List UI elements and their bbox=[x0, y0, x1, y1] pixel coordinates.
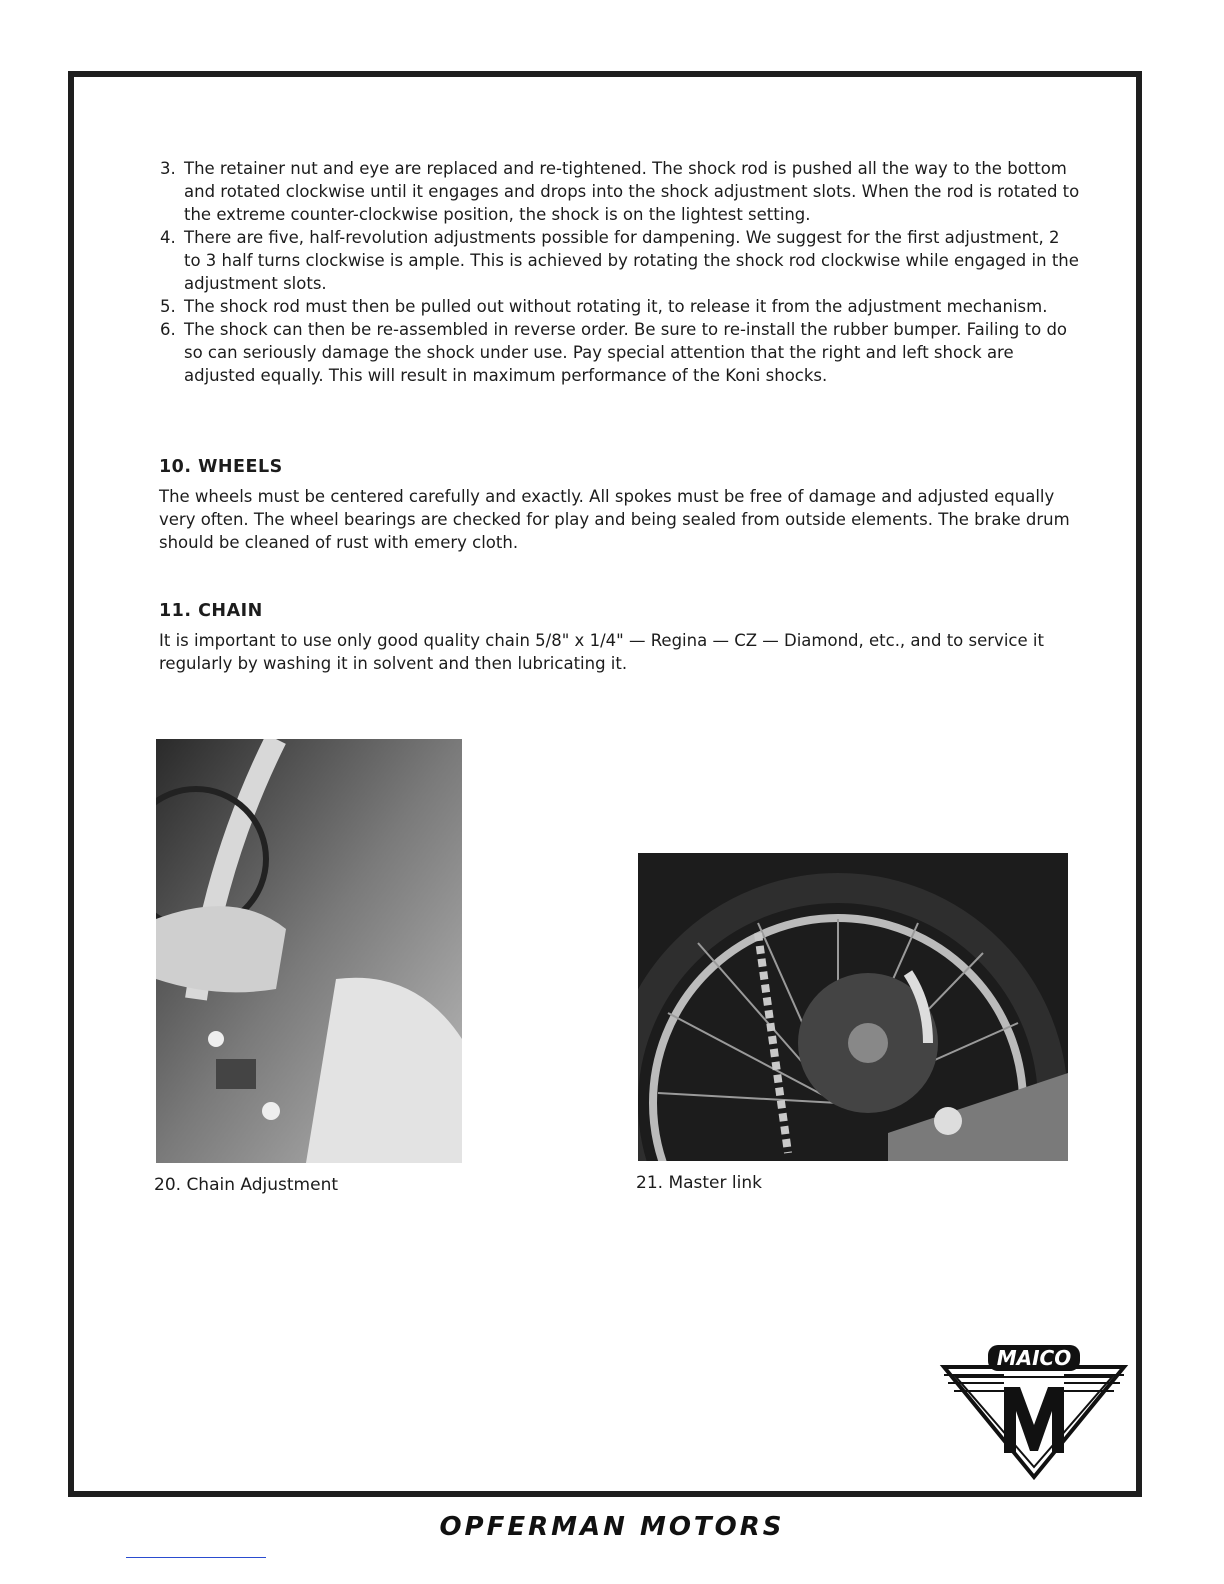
step-item: 4. There are five, half-revolution adjustments possible for dampening. We suggest for the first adjustment, 2 to 3 half turns clockwise is ample. This is achieved by rotating the shock rod clockwise while engaged in the adjustment slots. bbox=[160, 228, 1079, 293]
wheels-body: The wheels must be centered carefully and exactly. All spokes must be free of damage and adjusted equally very often. The wheel bearings are checked for play and being sealed from outside elements. The brake drum should be cleaned of rust with emery cloth. bbox=[159, 487, 1070, 552]
maico-logo bbox=[934, 1327, 1134, 1482]
wheels-heading: 10. WHEELS bbox=[159, 457, 283, 477]
chain-heading: 11. CHAIN bbox=[159, 601, 263, 621]
chain-adjustment-photo bbox=[156, 739, 462, 1163]
footer-brand: OPFERMAN MOTORS bbox=[439, 1512, 785, 1542]
page-frame bbox=[68, 71, 1142, 1497]
adjustment-steps bbox=[160, 157, 1080, 387]
master-link-photo bbox=[638, 853, 1068, 1161]
chain-body: It is important to use only good quality chain 5/8" x 1/4" — Regina — CZ — Diamond, etc., and to service it regularly by washing it in solvent and then lubricating it. bbox=[159, 631, 1044, 673]
step-item: 3. The retainer nut and eye are replaced and re-tightened. The shock rod is pushed all the way to the bottom and rotated clockwise until it engages and drops into the shock adjustment slots. When the rod is rotated to the extreme counter-clockwise position, the shock is on the lightest setting. bbox=[160, 159, 1080, 224]
step-item: 6. The shock can then be re-assembled in reverse order. Be sure to re-install the rubber bumper. Failing to do so can seriously damage the shock under use. Pay special attention that the right and left shock are adjusted equally. This will result in maximum performance of the Koni shocks. bbox=[160, 320, 1068, 385]
fig20-caption: 20. Chain Adjustment bbox=[154, 1175, 339, 1195]
footer-underline bbox=[126, 1557, 266, 1558]
fig21-caption: 21. Master link bbox=[636, 1173, 762, 1193]
logo-text: MAICO bbox=[996, 1346, 1072, 1370]
step-item: 5. The shock rod must then be pulled out without rotating it, to release it from the adjustment mechanism. bbox=[160, 297, 1048, 316]
